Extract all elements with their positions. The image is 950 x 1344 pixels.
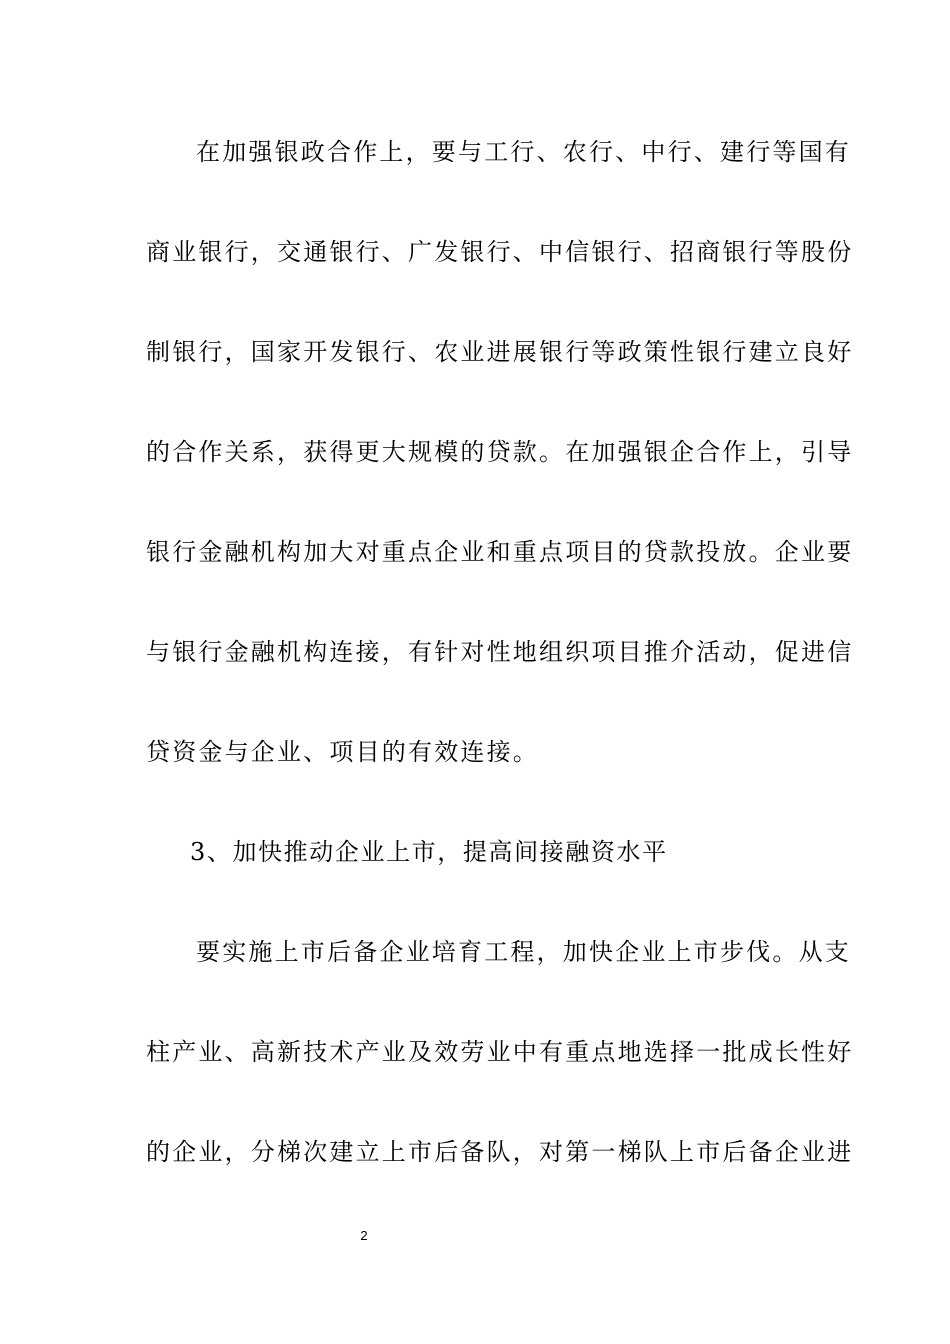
paragraph-line: 商业银行，交通银行、广发银行、中信银行、招商银行等股份 xyxy=(146,238,854,266)
paragraph-line: 与银行金融机构连接，有针对性地组织项目推介活动，促进信 xyxy=(146,638,854,666)
page-number: 2 xyxy=(360,1228,368,1243)
paragraph-line: 柱产业、高新技术产业及效劳业中有重点地选择一批成长性好 xyxy=(146,1038,854,1066)
paragraph-line: 的企业，分梯次建立上市后备队，对第一梯队上市后备企业进 xyxy=(146,1138,854,1166)
paragraph-line: 贷资金与企业、项目的有效连接。 xyxy=(146,738,539,766)
paragraph-line: 在加强银政合作上，要与工行、农行、中行、建行等国有 xyxy=(196,138,851,166)
paragraph-line: 制银行，国家开发银行、农业进展银行等政策性银行建立良好 xyxy=(146,338,854,366)
paragraph-line: 要实施上市后备企业培育工程，加快企业上市步伐。从支 xyxy=(196,938,851,966)
paragraph-line: 银行金融机构加大对重点企业和重点项目的贷款投放。企业要 xyxy=(146,538,854,566)
paragraph-line: 的合作关系，获得更大规模的贷款。在加强银企合作上，引导 xyxy=(146,438,854,466)
section-heading: 3、加快推动企业上市，提高间接融资水平 xyxy=(190,838,668,866)
